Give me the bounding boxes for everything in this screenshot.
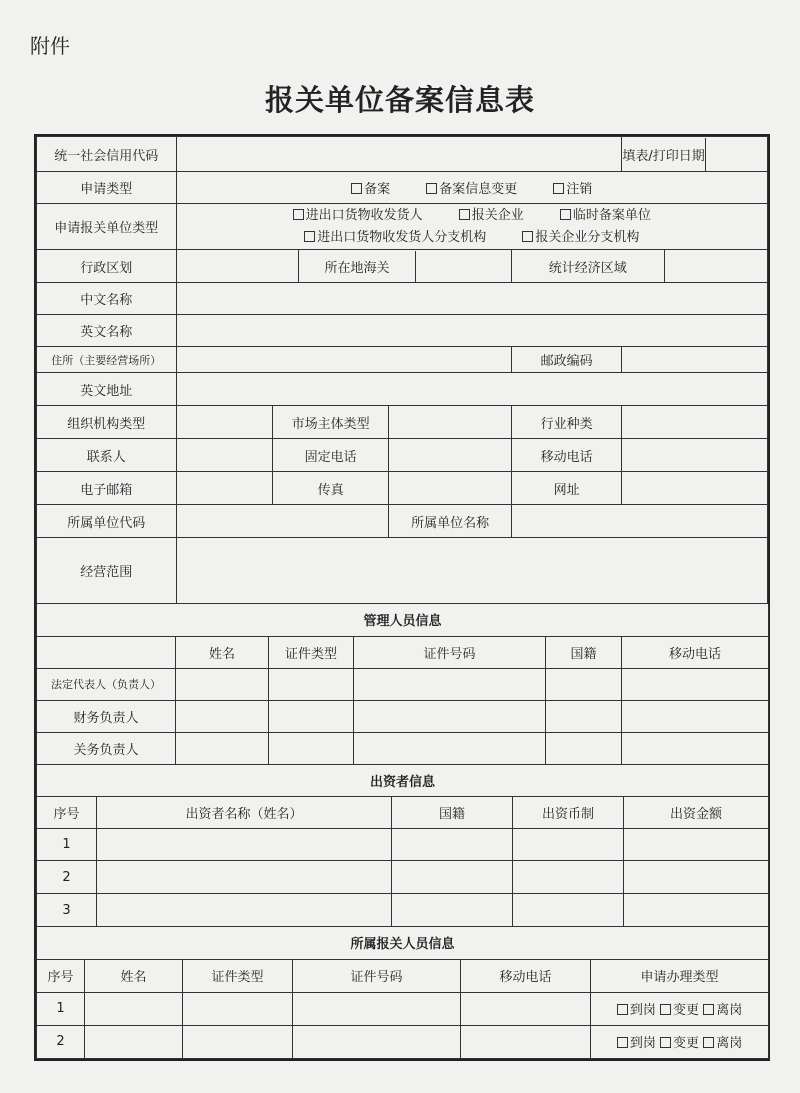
address-label: 住所（主要经营场所）	[37, 347, 177, 373]
table-cell[interactable]	[176, 668, 269, 700]
checkbox-icon	[703, 1004, 714, 1015]
table-cell[interactable]	[269, 668, 354, 700]
table-cell[interactable]	[513, 829, 624, 861]
unit-type-option[interactable]: 进出口货物收发货人	[293, 205, 423, 227]
row-label: 关务负责人	[37, 732, 176, 764]
column-header: 申请办理类型	[591, 959, 769, 992]
checkbox-icon	[351, 183, 362, 194]
apply-type-options	[176, 172, 767, 204]
investors-table	[36, 765, 769, 928]
apply-type-option[interactable]: 备案	[351, 178, 390, 197]
column-header: 出资币制	[513, 797, 624, 829]
table-cell[interactable]	[269, 700, 354, 732]
column-header: 证件类型	[269, 636, 354, 668]
checkbox-icon	[660, 1004, 671, 1015]
managers-table	[36, 604, 769, 765]
fax-label: 传真	[272, 472, 388, 505]
table-cell[interactable]	[622, 732, 769, 764]
email-label: 电子邮箱	[37, 472, 177, 505]
industry-label: 行业种类	[511, 406, 621, 439]
table-cell[interactable]	[461, 1025, 591, 1058]
credit-code-field[interactable]	[176, 137, 622, 172]
table-cell[interactable]	[293, 1025, 461, 1058]
checkbox-icon	[703, 1037, 714, 1048]
business-scope-label: 经营范围	[37, 538, 177, 604]
row-label: 法定代表人（负责人）	[37, 668, 176, 700]
table-cell[interactable]	[622, 668, 769, 700]
staff-section-title: 所属报关人员信息	[37, 927, 769, 959]
parent-name-label: 所属单位名称	[389, 505, 512, 538]
admin-region-field[interactable]	[176, 250, 298, 283]
fax-field[interactable]	[389, 472, 512, 505]
checkbox-icon	[660, 1037, 671, 1048]
email-field[interactable]	[176, 472, 272, 505]
unit-type-option[interactable]: 报关企业分支机构	[522, 227, 639, 249]
unit-type-option[interactable]: 临时备案单位	[560, 205, 651, 227]
table-cell[interactable]	[546, 700, 622, 732]
apply-action-options	[591, 992, 769, 1025]
action-option[interactable]: 到岗	[617, 1003, 656, 1018]
table-cell[interactable]	[354, 700, 546, 732]
row-label: 财务负责人	[37, 700, 176, 732]
column-header: 姓名	[176, 636, 269, 668]
action-option[interactable]: 离岗	[703, 1003, 742, 1018]
row-number: 2	[37, 861, 97, 894]
market-type-field[interactable]	[389, 406, 512, 439]
table-cell[interactable]	[624, 894, 769, 927]
website-field[interactable]	[622, 472, 768, 505]
fill-date-label: 填表/打印日期	[622, 138, 705, 171]
column-header: 序号	[37, 797, 97, 829]
postcode-label: 邮政编码	[511, 347, 621, 373]
en-name-label: 英文名称	[37, 315, 177, 347]
checkbox-icon	[304, 231, 315, 242]
fixed-phone-field[interactable]	[389, 439, 512, 472]
checkbox-icon	[553, 183, 564, 194]
table-cell[interactable]	[97, 829, 392, 861]
mobile-field[interactable]	[622, 439, 768, 472]
checkbox-icon	[617, 1037, 628, 1048]
checkbox-icon	[617, 1004, 628, 1015]
en-address-field[interactable]	[176, 373, 767, 406]
apply-type-option[interactable]: 备案信息变更	[426, 178, 517, 197]
table-row	[37, 700, 769, 732]
table-row	[37, 668, 769, 700]
credit-code-label: 统一社会信用代码	[37, 137, 177, 172]
column-header: 出资者名称（姓名）	[97, 797, 392, 829]
column-header: 证件号码	[293, 959, 461, 992]
parent-code-label: 所属单位代码	[37, 505, 177, 538]
customs-label: 所在地海关	[299, 251, 416, 282]
fixed-phone-label: 固定电话	[272, 439, 388, 472]
customs-field[interactable]	[416, 251, 511, 282]
fill-date-field[interactable]	[706, 138, 767, 171]
checkbox-icon	[426, 183, 437, 194]
parent-name-field[interactable]	[511, 505, 767, 538]
action-option[interactable]: 变更	[660, 1036, 699, 1051]
table-cell[interactable]	[546, 668, 622, 700]
column-header: 移动电话	[461, 959, 591, 992]
mobile-label: 移动电话	[511, 439, 621, 472]
table-row	[37, 1025, 769, 1058]
table-row	[37, 992, 769, 1025]
attachment-label: 附件	[30, 34, 70, 58]
unit-type-options	[176, 204, 767, 250]
column-header: 出资金额	[624, 797, 769, 829]
row-number: 2	[37, 1025, 85, 1058]
economic-zone-label: 统计经济区域	[511, 250, 664, 283]
table-cell[interactable]	[183, 1025, 293, 1058]
org-type-field[interactable]	[176, 406, 272, 439]
economic-zone-field[interactable]	[664, 250, 767, 283]
contact-label: 联系人	[37, 439, 177, 472]
unit-type-label: 申请报关单位类型	[37, 204, 177, 250]
en-address-label: 英文地址	[37, 373, 177, 406]
table-cell[interactable]	[85, 1025, 183, 1058]
table-cell[interactable]	[97, 861, 392, 894]
checkbox-icon	[293, 209, 304, 220]
cn-name-field[interactable]	[176, 283, 767, 315]
action-option[interactable]: 变更	[660, 1003, 699, 1018]
apply-action-options	[591, 1025, 769, 1058]
column-header: 证件号码	[354, 636, 546, 668]
table-row	[37, 894, 769, 927]
postcode-field[interactable]	[622, 347, 768, 373]
table-cell[interactable]	[513, 861, 624, 894]
column-header: 序号	[37, 959, 85, 992]
table-cell[interactable]	[354, 732, 546, 764]
column-header: 国籍	[546, 636, 622, 668]
org-type-label: 组织机构类型	[37, 406, 177, 439]
industry-field[interactable]	[622, 406, 768, 439]
en-name-field[interactable]	[176, 315, 767, 347]
table-cell[interactable]	[546, 732, 622, 764]
table-cell[interactable]	[392, 861, 513, 894]
column-header: 国籍	[392, 797, 513, 829]
registration-form	[34, 134, 770, 1061]
website-label: 网址	[511, 472, 621, 505]
business-scope-field[interactable]	[176, 538, 767, 604]
column-header: 证件类型	[183, 959, 293, 992]
table-cell[interactable]	[85, 992, 183, 1025]
table-cell[interactable]	[354, 668, 546, 700]
column-header: 姓名	[85, 959, 183, 992]
table-row	[37, 829, 769, 861]
managers-section-title: 管理人员信息	[37, 604, 769, 636]
table-cell[interactable]	[624, 861, 769, 894]
table-cell[interactable]	[624, 829, 769, 861]
apply-type-label: 申请类型	[37, 172, 177, 204]
table-row	[37, 861, 769, 894]
parent-code-field[interactable]	[176, 505, 389, 538]
contact-field[interactable]	[176, 439, 272, 472]
apply-type-option[interactable]: 注销	[553, 178, 592, 197]
unit-type-option[interactable]: 进出口货物收发货人分支机构	[304, 227, 486, 249]
table-cell[interactable]	[176, 732, 269, 764]
row-number: 1	[37, 829, 97, 861]
checkbox-icon	[459, 209, 470, 220]
table-cell[interactable]	[513, 894, 624, 927]
table-cell[interactable]	[183, 992, 293, 1025]
admin-region-label: 行政区划	[37, 250, 177, 283]
table-cell[interactable]	[293, 992, 461, 1025]
table-cell[interactable]	[392, 894, 513, 927]
table-cell[interactable]	[622, 700, 769, 732]
checkbox-icon	[560, 209, 571, 220]
table-cell[interactable]	[269, 732, 354, 764]
form-title: 报关单位备案信息表	[264, 83, 535, 117]
table-cell[interactable]	[461, 992, 591, 1025]
table-cell[interactable]	[176, 700, 269, 732]
action-option[interactable]: 离岗	[703, 1036, 742, 1051]
basic-info-table	[36, 136, 768, 604]
column-header: 移动电话	[622, 636, 769, 668]
table-row	[37, 732, 769, 764]
checkbox-icon	[522, 231, 533, 242]
managers-corner-cell	[37, 636, 176, 668]
action-option[interactable]: 到岗	[617, 1036, 656, 1051]
cn-name-label: 中文名称	[37, 283, 177, 315]
unit-type-option[interactable]: 报关企业	[459, 205, 524, 227]
address-field[interactable]	[176, 347, 511, 373]
market-type-label: 市场主体类型	[272, 406, 388, 439]
row-number: 1	[37, 992, 85, 1025]
investors-section-title: 出资者信息	[37, 765, 769, 797]
row-number: 3	[37, 894, 97, 927]
table-cell[interactable]	[97, 894, 392, 927]
table-cell[interactable]	[392, 829, 513, 861]
staff-table	[36, 927, 769, 1059]
